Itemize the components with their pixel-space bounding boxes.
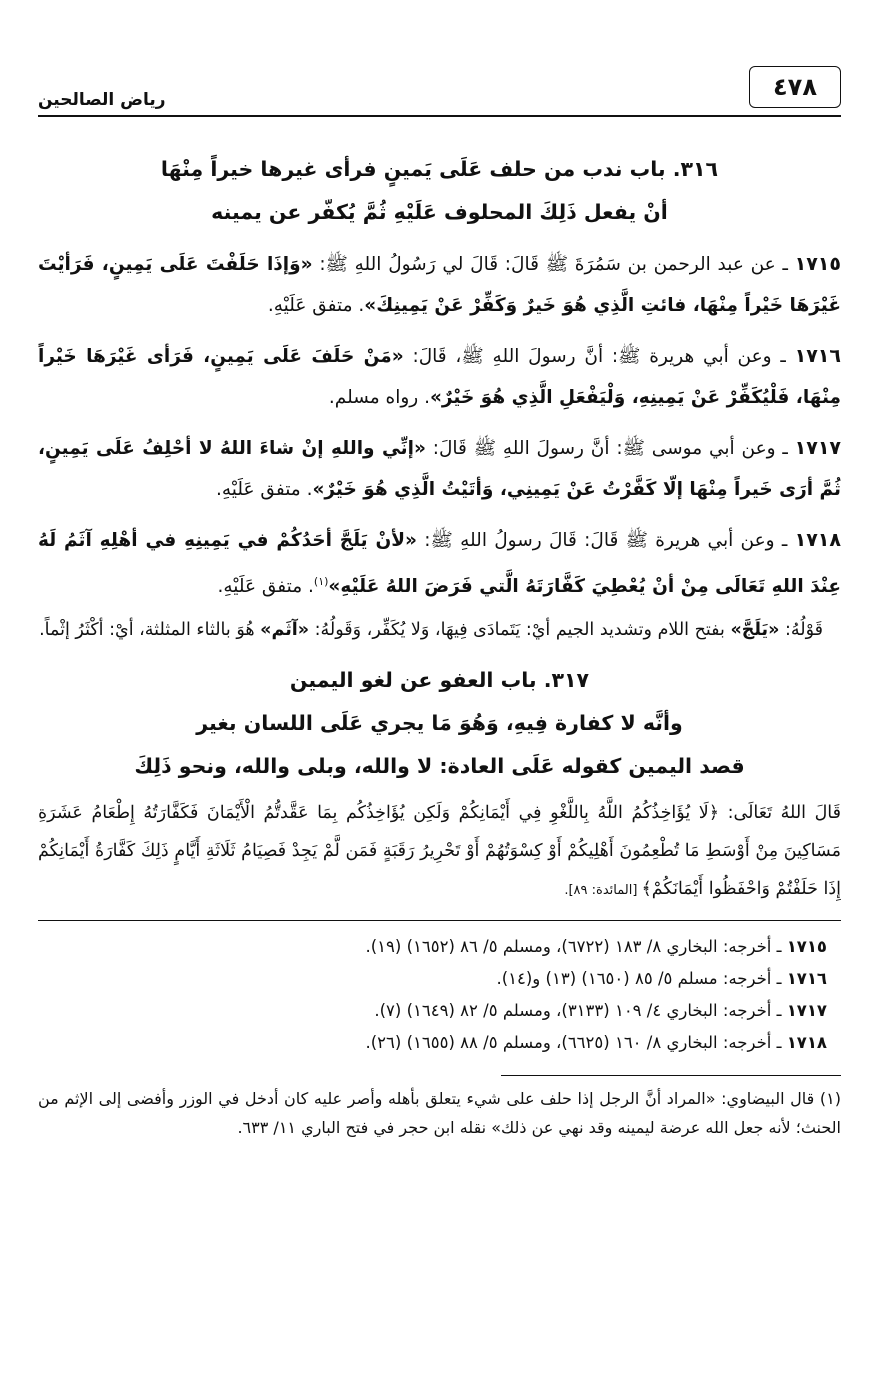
quran-verse	[38, 794, 841, 910]
note-text: بفتح اللام وتشديد الجيم أيْ: يَتَمادَى فِيهَا، وَلا يُكَفِّر، وَقَولُهُ:	[309, 620, 731, 641]
verse-text: ﴿لَا يُؤَاخِذُكُمُ اللَّهُ بِاللَّغْوِ فِي أَيْمَانِكُمْ وَلَكِن يُؤَاخِذُكُم بِمَا عَقَّدتُّمُ الْأَيْمَانَ فَكَفَّارَتُهُ إِطْعَامُ عَشَرَةِ مَسَاكِينَ مِنْ أَوْسَطِ مَا تُطْعِمُونَ أَهْلِيكُمْ أَوْ كِسْوَتُهُمْ أَوْ تَحْرِيرُ رَقَبَةٍ فَمَن لَّمْ يَجِدْ فَصِيَامُ ثَلَاثَةِ أَيَّامٍ ذَلِكَ كَفَّارَةُ أَيْمَانِكُمْ إِذَا حَلَفْتُمْ وَاحْفَظُوا أَيْمَانَكُمْ﴾	[38, 803, 841, 900]
references-list	[38, 931, 841, 1059]
verse-reference: [المائدة: ٨٩].	[564, 883, 642, 899]
hadith-quote: «إنِّي واللهِ إنْ شاءَ اللهُ لا أحْلِفُ عَلَى يَمِينٍ، ثُمَّ أرَى خَيراً مِنْهَا إلّا كَفَّرْتُ عَنْ يَمِينِي، وَأتَيْتُ الَّذِي هُوَ خَيْرٌ»	[38, 438, 841, 500]
hadith-number: ١٧١٦	[794, 345, 841, 367]
footnote-divider	[501, 1075, 841, 1076]
hadith-intro: ـ عن عبد الرحمن بن سَمُرَةَ ﷺ قَالَ: قَالَ لي رَسُولُ اللهِ ﷺ:	[312, 254, 795, 275]
hadith-intro: ـ وعن أبي موسى ﷺ: أنَّ رسولَ اللهِ ﷺ قَالَ:	[425, 438, 795, 459]
explanation-note	[38, 611, 841, 649]
reference-item	[38, 1027, 827, 1059]
reference-number: ١٧١٨	[786, 1033, 827, 1053]
hadith-number: ١٧١٧	[794, 437, 842, 459]
note-prefix: قَوْلُهُ:	[779, 620, 823, 641]
hadith-source: . رواه مسلم.	[328, 387, 430, 408]
hadith-1717	[38, 428, 841, 510]
book-page	[38, 0, 841, 1142]
footnote: (١) قال البيضاوي: «المراد أنَّ الرجل إذا حلف على شيء يتعلق بأهله وأصر عليه كان أدخل في الوزر وأفضى إلى الإثم من الحنث؛ لأنه جعل الله عرضة ليمينه وقد نهي عن ذلك» نقله ابن حجر في فتح الباري ١١/ ٦٣٣.	[38, 1089, 841, 1138]
reference-number: ١٧١٥	[786, 937, 827, 957]
hadith-1715	[38, 244, 841, 326]
hadith-intro: ـ وعن أبي هريرة ﷺ قَالَ: قَالَ رسولُ اللهِ ﷺ:	[416, 530, 795, 551]
hadith-number: ١٧١٨	[794, 529, 841, 551]
hadith-number: ١٧١٥	[794, 253, 841, 275]
chapter-316-title: ٣١٦. باب ندب من حلف عَلَى يَمينٍ فرأى غيرها خيراً مِنْهَا	[160, 157, 719, 181]
chapter-317-title: ٣١٧. باب العفو عن لغو اليمين	[289, 668, 590, 693]
verse-intro: قَالَ اللهُ تَعَالَى:	[719, 803, 841, 824]
hadith-source: . متفق عَلَيْهِ.	[267, 295, 365, 316]
hadith-source: . متفق عَلَيْهِ.	[215, 479, 313, 500]
chapter-317-subtitle: قصد اليمين كقوله عَلَى العادة: لا والله، وبلى والله، ونحو ذَلِكَ	[134, 754, 745, 779]
header-rule	[38, 115, 841, 117]
references-divider	[38, 920, 841, 921]
note-text: هُوَ بالثاء المثلثة، أيْ: أكْثَرُ إثْماً.	[39, 620, 261, 641]
reference-number: ١٧١٦	[786, 969, 827, 989]
hadith-intro: ـ وعن أبي هريرة ﷺ: أنَّ رسولَ اللهِ ﷺ، قَالَ:	[403, 346, 795, 367]
note-word: «يَلَجَّ»	[730, 620, 780, 641]
reference-item	[38, 995, 827, 1027]
reference-text: ـ أخرجه: البخاري ٨/ ١٦٠ (٦٦٢٥)، ومسلم ٥/ ٨٨ (١٦٥٥) (٢٦).	[365, 1033, 787, 1053]
running-title: رياض الصالحين	[38, 90, 166, 110]
hadith-quote: «مَنْ حَلَفَ عَلَى يَمِينٍ، فَرَأى غَيْرَهَا خَيْراً مِنْهَا، فَلْيُكَفِّرْ عَنْ يَمِينِهِ، وَلْيَفْعَلِ الَّذِي هُوَ خَيْرٌ»	[38, 346, 841, 408]
reference-number: ١٧١٧	[786, 1001, 827, 1021]
chapter-317-subtitle: وأنَّه لا كفارة فِيهِ، وَهُوَ مَا يجري عَلَى اللسان بغير	[196, 711, 683, 736]
note-word: «آثَم»	[260, 620, 310, 641]
hadith-quote: «لأنْ يَلَجَّ أحَدُكُمْ في يَمِينِهِ في أهْلِهِ آثَمُ لَهُ عِنْدَ اللهِ تَعَالَى مِنْ أنْ يُعْطِيَ كَفَّارَتَهُ الَّتي فَرَضَ اللهُ عَلَيْهِ»	[38, 530, 841, 598]
hadith-source: . متفق عَلَيْهِ.	[217, 576, 314, 598]
reference-text: ـ أخرجه: البخاري ٤/ ١٠٩ (٣١٣٣)، ومسلم ٥/ ٨٢ (١٦٤٩) (٧).	[374, 1001, 787, 1021]
footnote-marker: (١)	[313, 575, 329, 588]
hadith-1716	[38, 336, 841, 418]
reference-item	[38, 931, 827, 963]
reference-item	[38, 963, 827, 995]
reference-text: ـ أخرجه: البخاري ٨/ ١٨٣ (٦٧٢٢)، ومسلم ٥/ ٨٦ (١٦٥٢) (١٩).	[365, 937, 787, 957]
reference-text: ـ أخرجه: مسلم ٥/ ٨٥ (١٦٥٠) (١٣) و(١٤).	[496, 969, 787, 989]
chapter-316-subtitle: أنْ يفعل ذَلِكَ المحلوف عَلَيْهِ ثُمَّ يُكفّر عن يمينه	[211, 200, 668, 224]
page-header	[38, 0, 841, 120]
page-number: ٤٧٨	[749, 66, 841, 108]
hadith-1718	[38, 520, 841, 607]
hadith-quote: «وَإذَا حَلَفْتَ عَلَى يَمِينٍ، فَرَأيْتَ غَيْرَهَا خَيْراً مِنْهَا، فائتِ الَّذِي هُوَ خَيرٌ وَكَفِّرْ عَنْ يَمِينِكَ»	[38, 254, 841, 316]
